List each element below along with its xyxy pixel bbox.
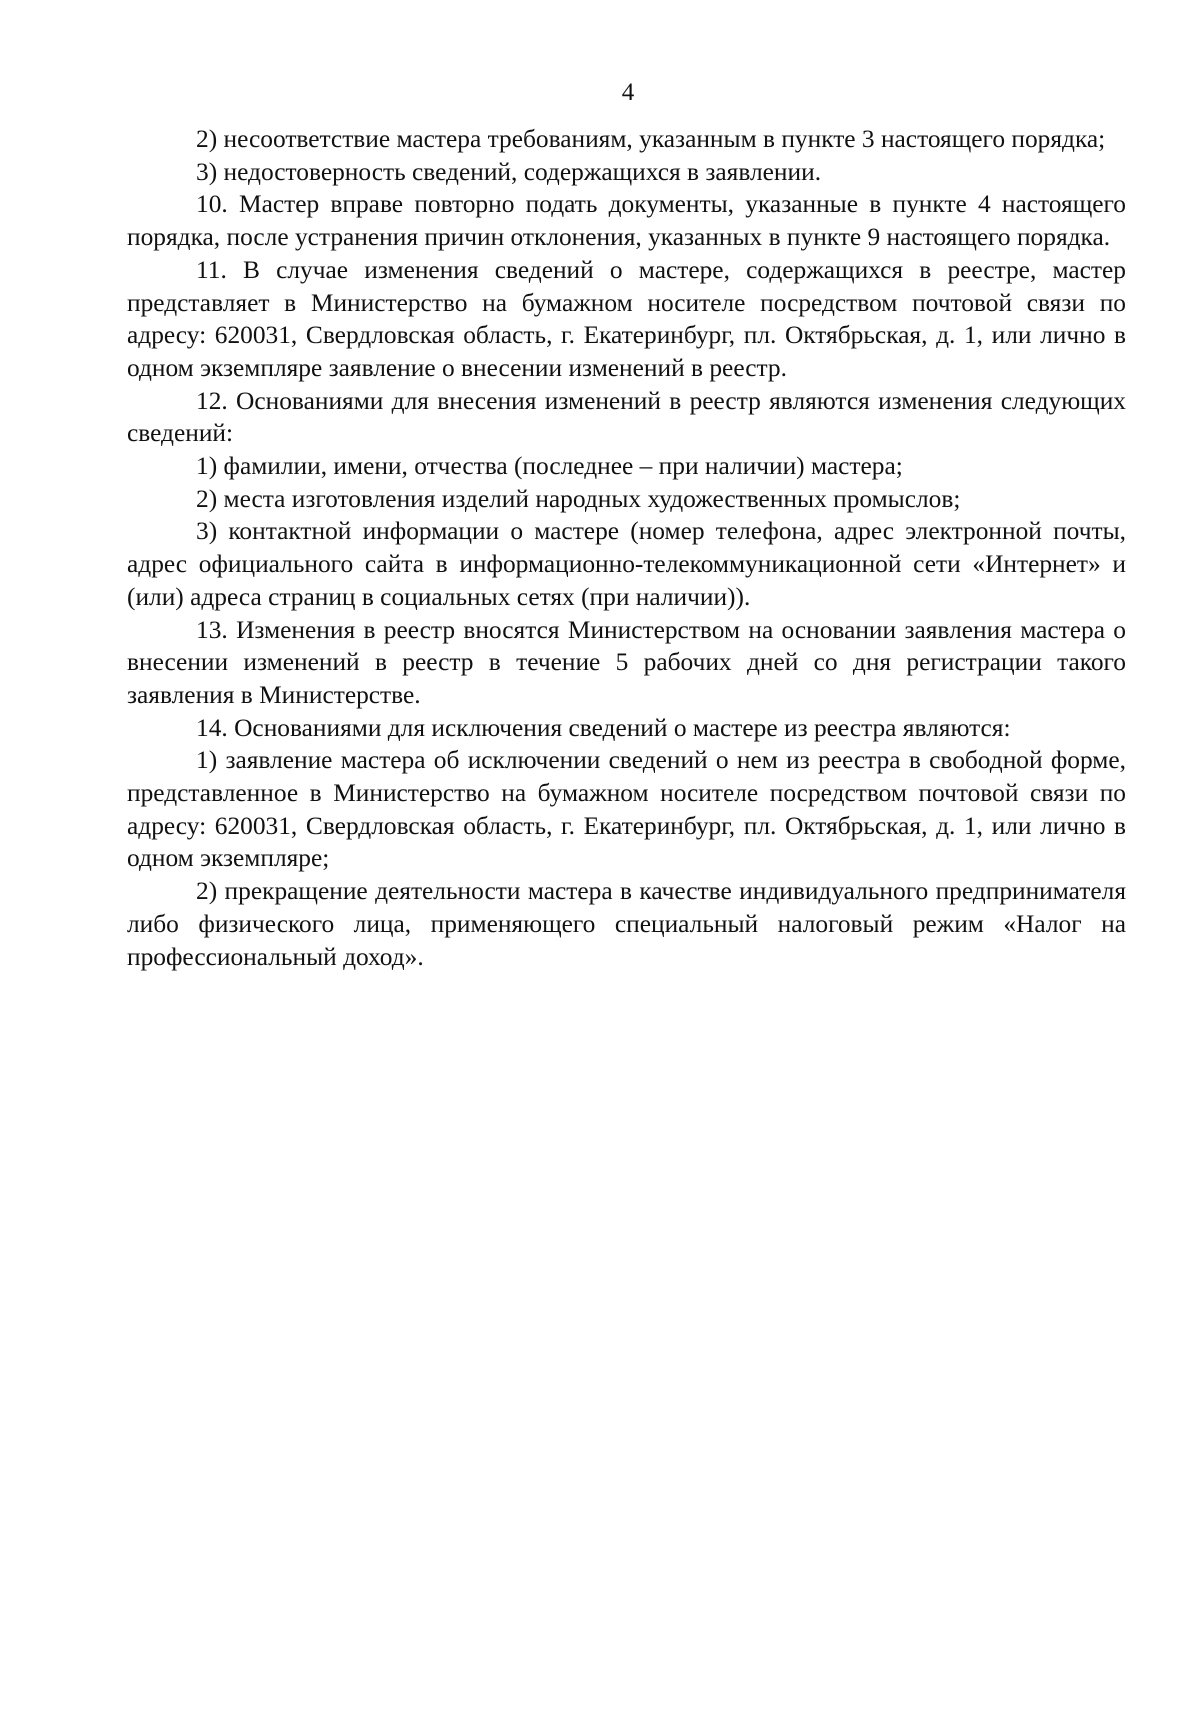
paragraph-12-item-3-contacts: 3) контактной информации о мастере (номер телефона, адрес электронной почты, адрес официального сайта в информационно-телекоммуникационной сети «Интернет» и (или) адреса страниц в социальных сетях (при наличии)).	[127, 517, 1126, 611]
paragraph-12-item-2-place: 2) места изготовления изделий народных художественных промыслов;	[196, 484, 961, 513]
paragraph-14-exclusion-grounds: 14. Основаниями для исключения сведений о мастере из реестра являются:	[196, 713, 1011, 742]
paragraph-12-change-grounds: 12. Основаниями для внесения изменений в реестр являются изменения следующих сведений:	[127, 386, 1126, 448]
paragraph-12-item-1-name: 1) фамилии, имени, отчества (последнее – при наличии) мастера;	[196, 452, 903, 481]
paragraph-14-item-2-termination: 2) прекращение деятельности мастера в качестве индивидуального предпринимателя либо физического лица, применяющего специальный налоговый режим «Налог на профессиональный доход».	[127, 877, 1126, 971]
paragraph-item-3-unreliable-data: 3) недостоверность сведений, содержащихся в заявлении.	[196, 157, 822, 186]
paragraph-item-2-nonconformity: 2) несоответствие мастера требованиям, указанным в пункте 3 настоящего порядка;	[196, 125, 1106, 153]
paragraph-13-change-entry: 13. Изменения в реестр вносятся Министерством на основании заявления мастера о внесении изменений в реестр в течение 5 рабочих дней со дня регистрации такого заявления в Министерстве.	[127, 615, 1126, 709]
paragraph-10-resubmission: 10. Мастер вправе повторно подать документы, указанные в пункте 4 настоящего порядка, после устранения причин отклонения, указанных в пункте 9 настоящего порядка.	[127, 190, 1126, 252]
page-number: 4	[621, 79, 635, 106]
paragraph-11-change-notification: 11. В случае изменения сведений о мастере, содержащихся в реестре, мастер представляет в Министерство на бумажном носителе посредством почтовой связи по адресу: 620031, Свердловская область, г. Екатеринбург, пл. Октябрьская, д. 1, или лично в одном экземпляре заявление о внесении изменений в реестр.	[127, 255, 1126, 382]
paragraph-14-item-1-application: 1) заявление мастера об исключении сведений о нем из реестра в свободной форме, представленное в Министерство на бумажном носителе посредством почтовой связи по адресу: 620031, Свердловская область, г. Екатеринбург, пл. Октябрьская, д. 1, или лично в одном экземпляре;	[127, 746, 1126, 873]
document-body	[127, 123, 1126, 973]
